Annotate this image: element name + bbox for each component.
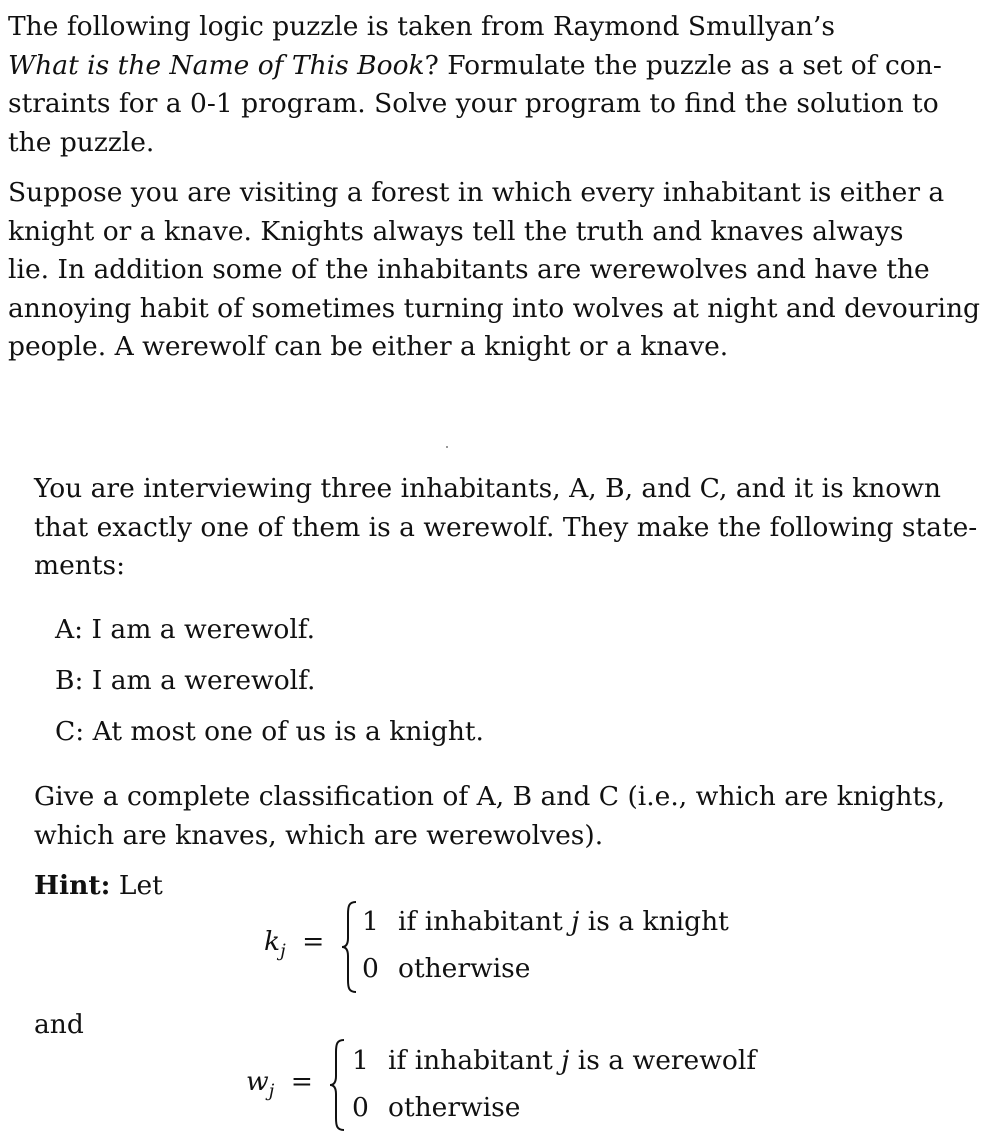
- w-case-2-value: 0: [352, 1092, 369, 1123]
- setting-line-3: lie. In addition some of the inhabitants are werewolves and have the: [8, 254, 930, 285]
- k-case-1-text-pre: if inhabitant: [398, 906, 572, 937]
- book-title: What is the Name of This Book: [8, 49, 425, 81]
- w-subscript: j: [268, 1080, 275, 1102]
- hint-text: Let: [118, 870, 163, 901]
- hint-line: [34, 870, 163, 902]
- k-case-1: [362, 906, 729, 938]
- k-case-1-var: j: [571, 906, 580, 937]
- task-line-2: which are knaves, which are werewolves).: [34, 819, 604, 851]
- statement-text: I am a werewolf.: [91, 614, 316, 645]
- intro-line-4: the puzzle.: [8, 126, 155, 158]
- w-equals: =: [290, 1066, 313, 1097]
- intro-line-3: straints for a 0-1 program. Solve your program to find the solution to: [8, 88, 939, 119]
- scan-speck: [446, 446, 448, 448]
- statement-speaker: B:: [55, 665, 84, 696]
- setting-line-1: Suppose you are visiting a forest in which every inhabitant is either a: [8, 177, 945, 208]
- interview-line-3: ments:: [34, 550, 126, 581]
- task-paragraph: [34, 778, 989, 855]
- statement-speaker: A:: [55, 614, 84, 645]
- w-case-1-var: j: [561, 1045, 570, 1076]
- k-case-2-text: otherwise: [398, 953, 531, 984]
- k-case-1-value: 1: [362, 906, 379, 937]
- and-word: and: [34, 1009, 84, 1040]
- k-variable: k: [264, 926, 281, 957]
- setting-line-2: knight or a knave. Knights always tell the truth and knaves always: [8, 215, 904, 247]
- left-brace-k: [340, 900, 358, 994]
- intro-paragraph: [8, 8, 963, 162]
- w-case-2: [352, 1092, 520, 1124]
- intro-line-2-rest: ? Formulate the puzzle as a set of con-: [424, 49, 942, 81]
- setting-line-4: annoying habit of sometimes turning into wolves at night and devouring: [8, 292, 980, 324]
- left-brace-w: [328, 1038, 346, 1132]
- intro-line-1: The following logic puzzle is taken from Raymond Smullyan’s: [8, 11, 835, 42]
- k-equals: =: [302, 926, 325, 957]
- statement-text: I am a werewolf.: [91, 665, 316, 696]
- statement-speaker: C:: [55, 716, 85, 747]
- statement-b: [55, 665, 315, 697]
- k-definition-lhs: [264, 926, 324, 961]
- interview-line-1: You are interviewing three inhabitants, A, B, and C, and it is known: [34, 473, 941, 504]
- w-case-1-text-post: is a werewolf: [569, 1045, 757, 1076]
- statement-a: [55, 614, 315, 646]
- intro-line-2: [8, 47, 963, 86]
- setting-paragraph: [8, 174, 980, 367]
- w-definition-lhs: [246, 1066, 313, 1101]
- setting-line-5: people. A werewolf can be either a knight or a knave.: [8, 331, 729, 362]
- hint-label: Hint:: [34, 870, 111, 901]
- k-subscript: j: [280, 940, 286, 962]
- k-case-2: [362, 953, 530, 985]
- w-case-2-text: otherwise: [388, 1092, 521, 1123]
- interview-line-2: that exactly one of them is a werewolf. They make the following state-: [34, 511, 978, 543]
- task-line-1: Give a complete classification of A, B and C (i.e., which are knights,: [34, 781, 946, 812]
- k-case-1-text-post: is a knight: [579, 906, 729, 937]
- w-case-1: [352, 1045, 756, 1077]
- statement-text: At most one of us is a knight.: [92, 716, 484, 747]
- interview-paragraph: [34, 470, 989, 586]
- statement-c: [55, 716, 484, 748]
- w-case-1-value: 1: [352, 1045, 369, 1076]
- w-case-1-text-pre: if inhabitant: [388, 1045, 562, 1076]
- w-variable: w: [246, 1066, 269, 1097]
- k-case-2-value: 0: [362, 953, 379, 984]
